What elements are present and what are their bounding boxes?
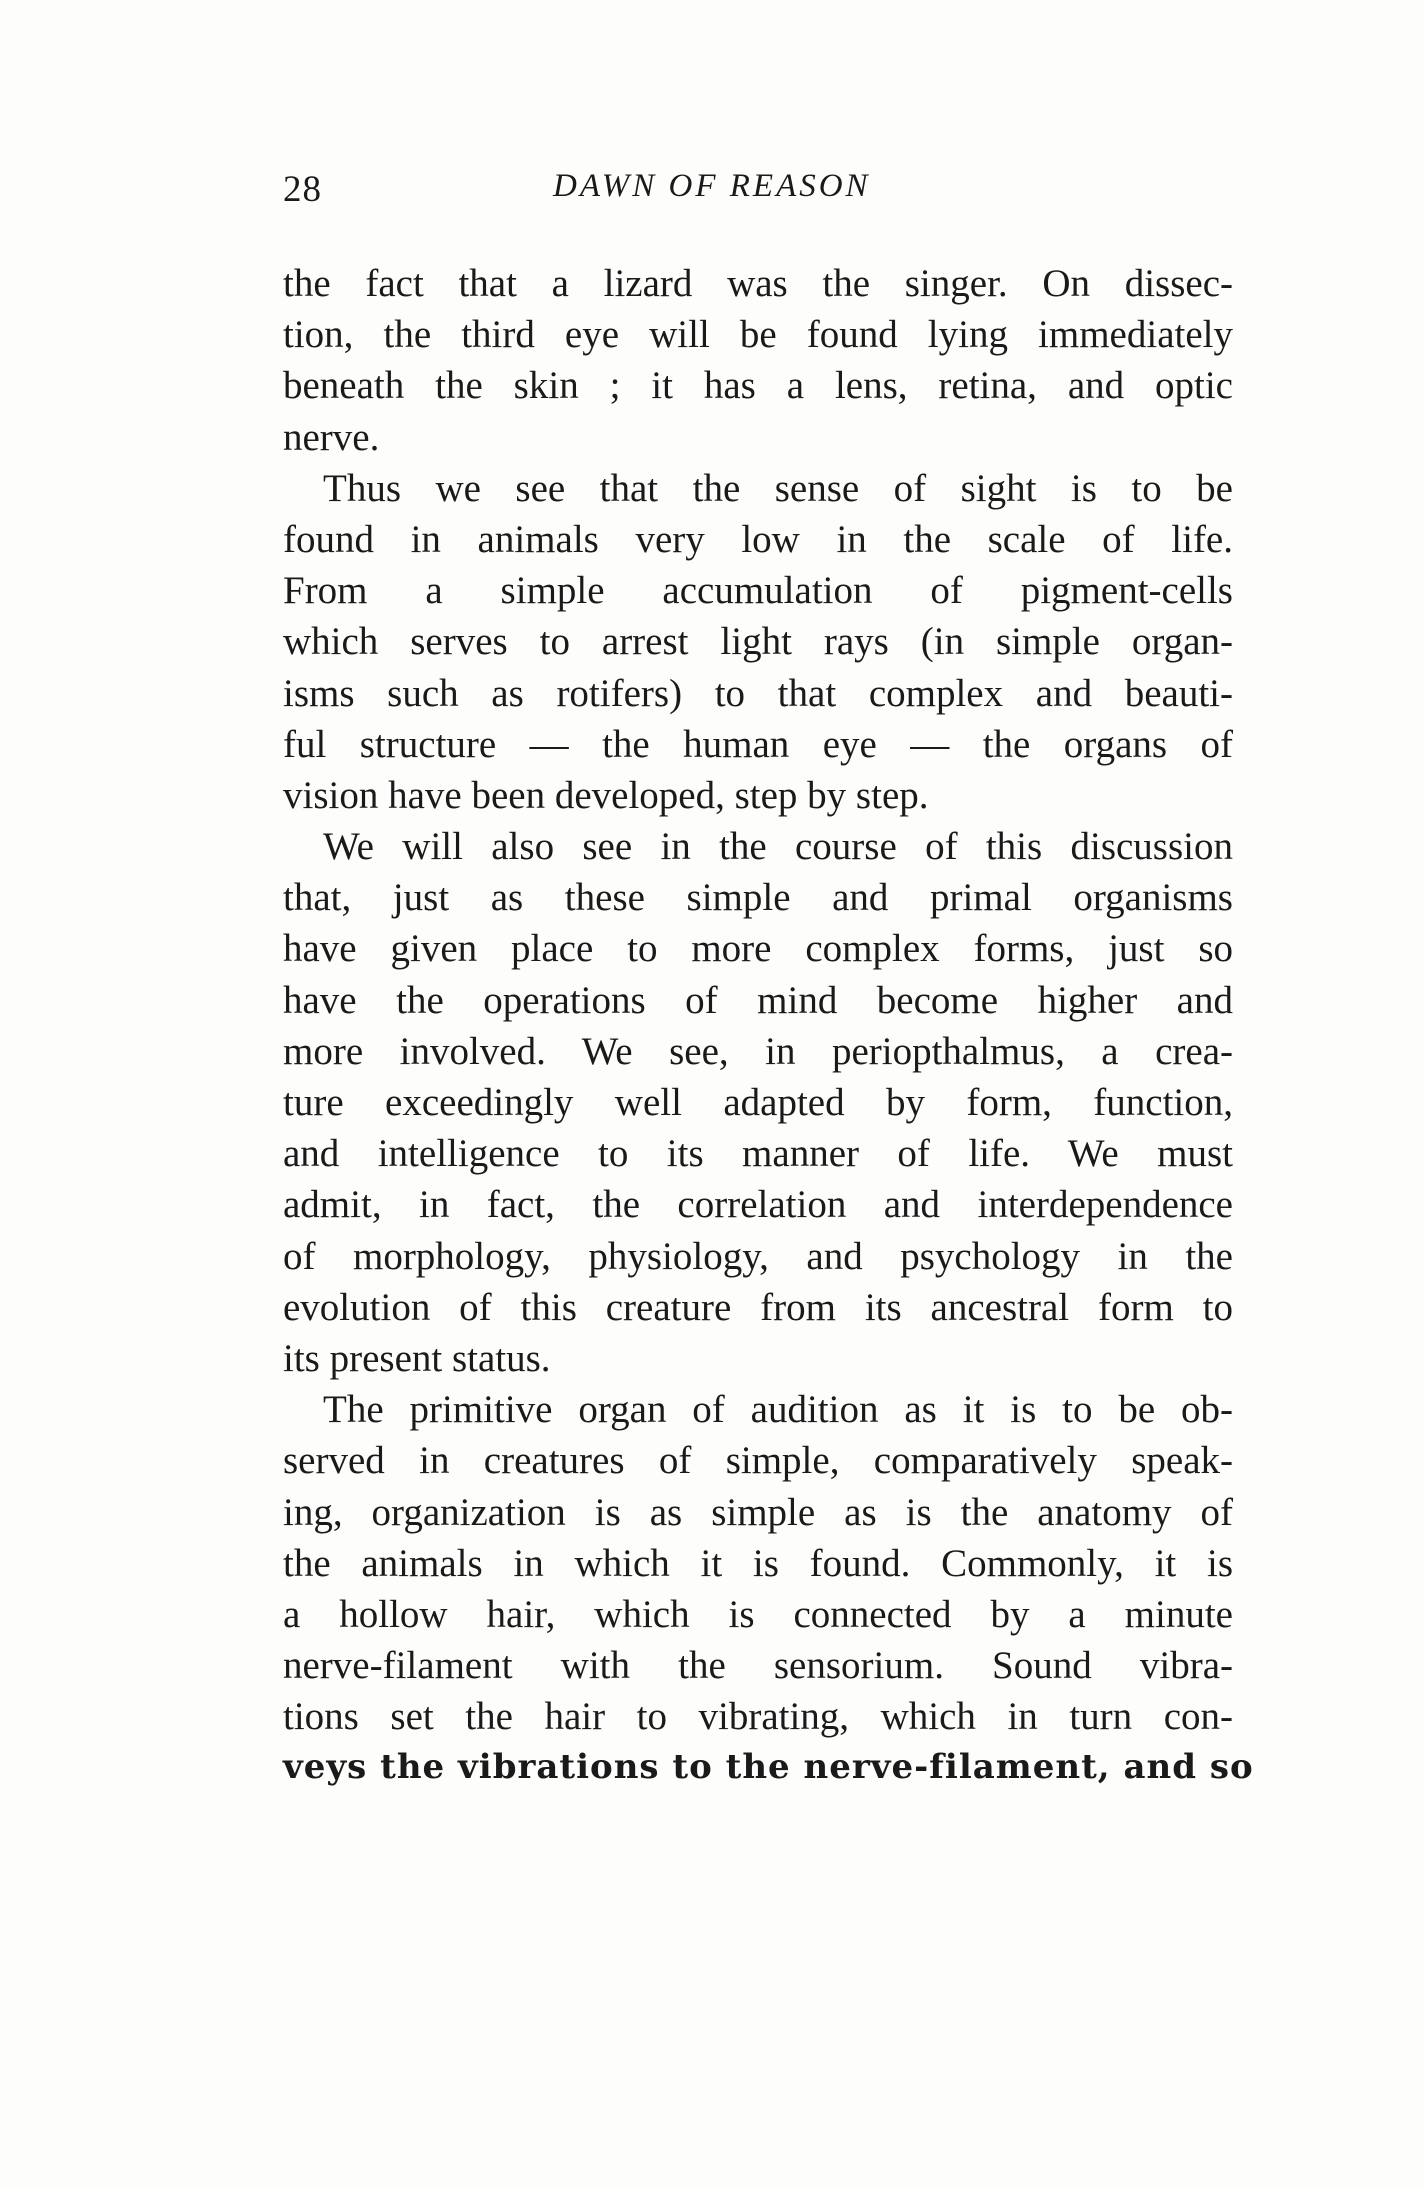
text-line: tion, the third eye will be found lying immediately <box>283 313 1233 357</box>
text-line: evolution of this creature from its ancestral form to <box>283 1285 1233 1329</box>
text-line: the fact that a lizard was the singer. On dissec- <box>283 262 1233 305</box>
text-line: which serves to arrest light rays (in simple organ- <box>283 620 1233 664</box>
text-line: tions set the hair to vibrating, which in turn con- <box>283 1695 1233 1739</box>
text-line: vision have been developed, step by step. <box>283 773 929 817</box>
paragraph-start-line: We will also see in the course of this discussion <box>323 825 1233 869</box>
text-line: more involved. We see, in periopthalmus, a crea- <box>283 1029 1233 1073</box>
text-line: that, just as these simple and primal organisms <box>283 876 1233 920</box>
running-title: DAWN OF REASON <box>553 168 871 204</box>
text-line: beneath the skin ; it has a lens, retina, and optic <box>283 364 1233 408</box>
text-line: a hollow hair, which is connected by a minute <box>283 1592 1233 1636</box>
body-text <box>283 258 1254 1794</box>
text-line: ful structure — the human eye — the organs of <box>283 722 1233 766</box>
text-line: admit, in fact, the correlation and interdependence <box>283 1183 1233 1227</box>
page-header <box>283 168 1233 218</box>
text-line: ture exceedingly well adapted by form, function, <box>283 1081 1233 1124</box>
paragraph-start-line: The primitive organ of audition as it is to be ob- <box>323 1388 1233 1432</box>
paragraph-start-line: Thus we see that the sense of sight is to be <box>323 466 1233 510</box>
text-line: the animals in which it is found. Commonly, it is <box>283 1541 1233 1585</box>
text-line: and intelligence to its manner of life. We must <box>283 1132 1233 1176</box>
text-line: served in creatures of simple, comparatively speak- <box>283 1439 1233 1483</box>
text-line: nerve. <box>283 415 380 459</box>
text-line: of morphology, physiology, and psychology in the <box>283 1234 1233 1278</box>
page-number: 28 <box>283 169 322 210</box>
text-line: isms such as rotifers) to that complex and beauti- <box>283 671 1233 715</box>
text-line: ing, organization is as simple as is the anatomy of <box>283 1490 1233 1534</box>
text-line: From a simple accumulation of pigment-cells <box>283 569 1233 613</box>
text-line: have given place to more complex forms, just so <box>283 927 1233 971</box>
text-line: veys the vibrations to the nerve-filament, and so <box>283 1747 1254 1788</box>
text-line: found in animals very low in the scale of life. <box>283 517 1233 561</box>
text-line: have the operations of mind become higher and <box>283 978 1233 1022</box>
text-line: nerve-filament with the sensorium. Sound vibra- <box>283 1644 1233 1688</box>
text-line: its present status. <box>283 1336 551 1380</box>
